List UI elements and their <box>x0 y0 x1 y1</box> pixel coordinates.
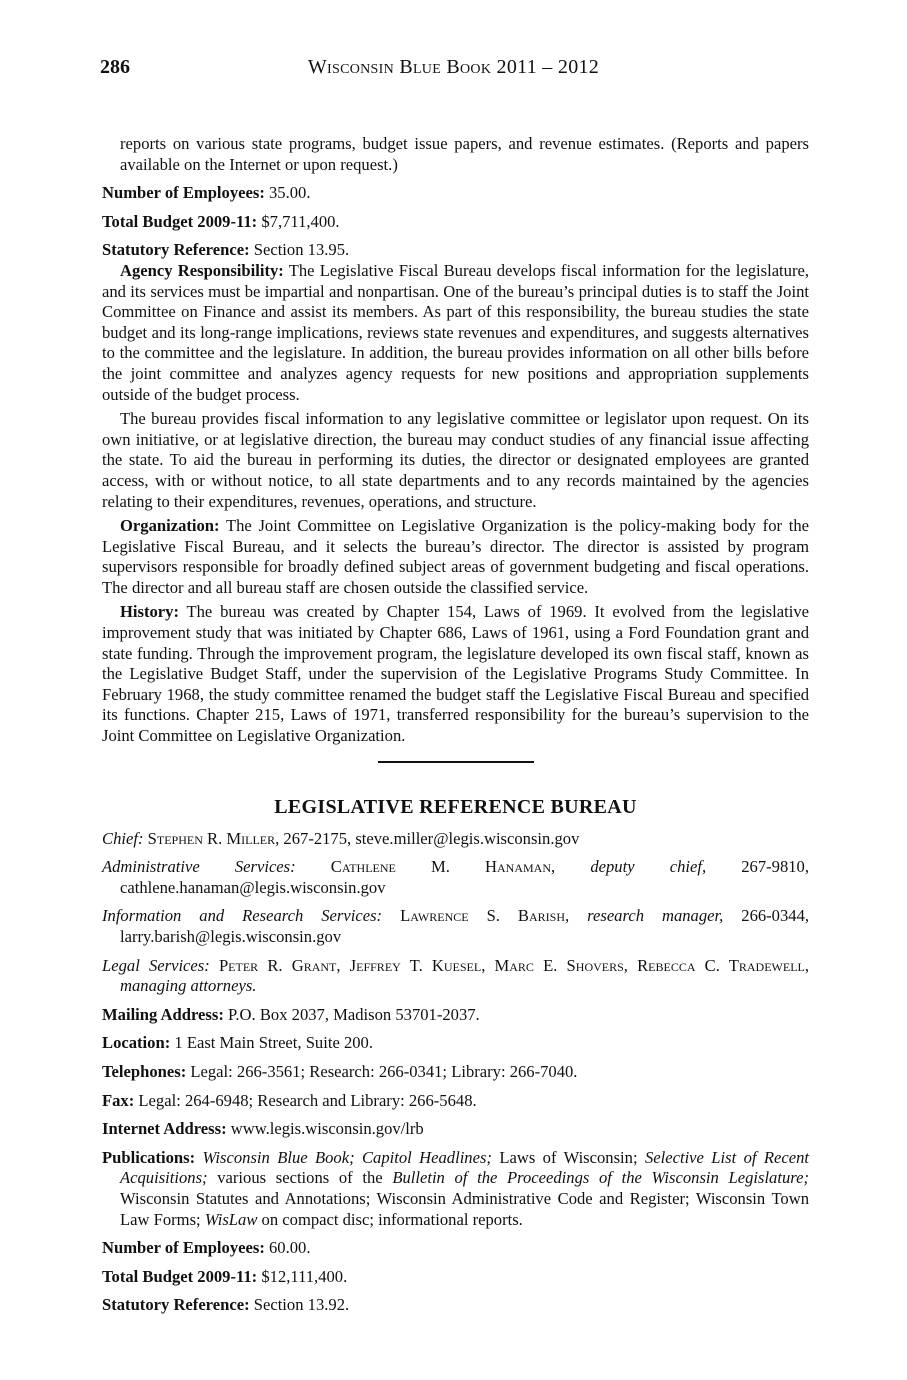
label: Information and Research Services: <box>102 906 383 926</box>
pub-1: Wisconsin Blue Book; Capitol Headlines; <box>202 1147 492 1167</box>
value: Section 13.92. <box>249 1295 350 1315</box>
text: The Legislative Fiscal Bureau develops fiscal information for the legislature, and its services must be impartial and nonpartisan. One of the bureau’s principal duties is to staff the Joint Committee on Finance and assist its members. As part of this responsibility, the bureau studies the state budget and its long-range implications, reviews state revenues and expenditures, and suggests alternatives to the committee and the legislature. In addition, the bureau provides information on all other bills before the joint committee and analyzes agency requests for new positions and appropriation supplements outside of the budget process. <box>102 260 809 404</box>
running-header <box>0 56 907 82</box>
lrb-chief <box>102 829 809 850</box>
lrb-info-research: Information and Research Services: Lawrence S. Barish, research manager, 266-0344, larry.barish@legis.wisconsin.gov <box>102 906 810 946</box>
name: Stephen R. Miller <box>147 828 276 848</box>
label: Organization: <box>120 516 220 536</box>
lrb-employees <box>102 1238 809 1259</box>
label: Telephones: <box>102 1061 187 1081</box>
pub-7: WisLaw <box>204 1209 258 1229</box>
contact: 266-0344, larry.barish@legis.wisconsin.gov <box>120 906 810 946</box>
lrb-admin-services: Administrative Services: Cathlene M. Hanaman, deputy chief, 267-9810, cathlene.hanaman@legis.wisconsin.gov <box>102 857 810 897</box>
organization <box>102 516 809 598</box>
lrb-location <box>102 1033 809 1054</box>
value: Section 13.95. <box>249 240 350 260</box>
lrb-telephones <box>102 1062 809 1083</box>
agency-responsibility <box>102 261 809 405</box>
label: Total Budget 2009-11: <box>102 211 258 231</box>
label: History: <box>120 602 179 622</box>
value: $12,111,400. <box>257 1266 348 1286</box>
lrb-internet <box>102 1119 809 1140</box>
role: deputy chief, <box>590 857 707 877</box>
label: Statutory Reference: <box>102 1295 250 1315</box>
label: Mailing Address: <box>102 1004 224 1024</box>
text: The bureau was created by Chapter 154, Laws of 1969. It evolved from the legislative improvement study that was initiated by Chapter 686, Laws of 1961, using a Ford Foundation grant and state funding. Through the improvement program, the legislature developed its own fiscal staff, known as the Legislative Budget Staff, under the supervision of the Legislative Programs Study Committee. In February 1968, the study committee renamed the budget staff the Legislative Fiscal Bureau and specified its functions. Chapter 215, Laws of 1971, transferred responsibility for the bureau’s supervision to the Joint Committee on Legislative Organization. <box>102 602 809 746</box>
page-number: 286 <box>100 56 130 78</box>
value: $7,711,400. <box>257 211 340 231</box>
label: Number of Employees: <box>102 183 265 203</box>
name: Lawrence S. Barish <box>400 906 566 926</box>
contact: 267-9810, cathlene.hanaman@legis.wisconsin.gov <box>120 857 810 897</box>
lrb-mailing <box>102 1005 809 1026</box>
value: 60.00. <box>264 1238 311 1258</box>
fiscal-intro: reports on various state programs, budget issue papers, and revenue estimates. (Reports and papers available on the Internet or upon request.) <box>120 134 809 174</box>
lrb-budget <box>102 1267 809 1288</box>
label: Statutory Reference: <box>102 240 250 260</box>
fiscal-budget <box>102 212 809 233</box>
fiscal-statute <box>102 240 809 261</box>
pub-2: Laws of Wisconsin; <box>491 1147 645 1167</box>
label: Location: <box>102 1033 171 1053</box>
agency-responsibility-2: The bureau provides fiscal information to any legislative committee or legislator upon request. On its own initiative, or at legislative direction, the bureau may conduct studies of any financial issue affecting the state. To aid the bureau in performing its duties, the director or designated employees are granted access, with or without notice, to all state departments and to any records maintained by the agencies relating to their expenditures, revenues, operations, and structure. <box>102 409 809 511</box>
page-body <box>102 134 809 1316</box>
label: Total Budget 2009-11: <box>102 1266 258 1286</box>
names: Peter R. Grant, Jeffrey T. Kuesel, Marc E. Shovers, Rebecca C. Tradewell, <box>218 955 810 975</box>
lrb-legal-services <box>102 956 809 997</box>
label: Legal Services: <box>102 955 210 975</box>
pub-8: on compact disc; informational reports. <box>257 1209 523 1229</box>
value: www.legis.wisconsin.gov/lrb <box>226 1119 424 1139</box>
label: Publications: <box>102 1147 196 1167</box>
pub-6: Wisconsin Statutes and Annotations; Wisconsin Administrative Code and Register; Wisconsin Town Law Forms; <box>120 1188 809 1229</box>
lrb-publications <box>102 1148 809 1230</box>
name: Cathlene M. Hanaman <box>330 857 552 877</box>
label: Fax: <box>102 1090 135 1110</box>
label: Chief: <box>102 828 144 848</box>
section-divider <box>378 761 534 763</box>
value: Legal: 266-3561; Research: 266-0341; Library: 266-7040. <box>186 1061 578 1081</box>
value: 35.00. <box>264 183 311 203</box>
contact: , 267-2175, steve.miller@legis.wisconsin.gov <box>275 828 580 848</box>
pub-5: Bulletin of the Proceedings of the Wisconsin Legislature; <box>392 1168 809 1188</box>
history <box>102 602 809 746</box>
value: Legal: 264-6948; Research and Library: 266-5648. <box>134 1090 477 1110</box>
label: Administrative Services: <box>102 857 296 877</box>
text: The Joint Committee on Legislative Organization is the policy-making body for the Legislative Fiscal Bureau, and it selects the bureau’s director. The director is assisted by program supervisors responsible for broadly defined subject areas of government budgeting and fiscal operations. The director and all bureau staff are chosen outside the classified service. <box>102 516 809 597</box>
value: 1 East Main Street, Suite 200. <box>170 1033 374 1053</box>
label: Agency Responsibility: <box>120 260 284 280</box>
label: Number of Employees: <box>102 1238 265 1258</box>
value: P.O. Box 2037, Madison 53701-2037. <box>223 1004 480 1024</box>
label: Internet Address: <box>102 1119 227 1139</box>
role: research manager, <box>587 906 724 926</box>
book-title: Wisconsin Blue Book 2011 – 2012 <box>307 56 600 78</box>
lrb-fax <box>102 1091 809 1112</box>
pub-4: various sections of the <box>207 1168 393 1188</box>
pub-3: Selective List of Recent Acquisitions; <box>120 1147 809 1188</box>
fiscal-employees <box>102 183 809 204</box>
lrb-statute <box>102 1295 809 1316</box>
role: managing attorneys. <box>120 976 257 996</box>
section-title: LEGISLATIVE REFERENCE BUREAU <box>274 795 637 818</box>
